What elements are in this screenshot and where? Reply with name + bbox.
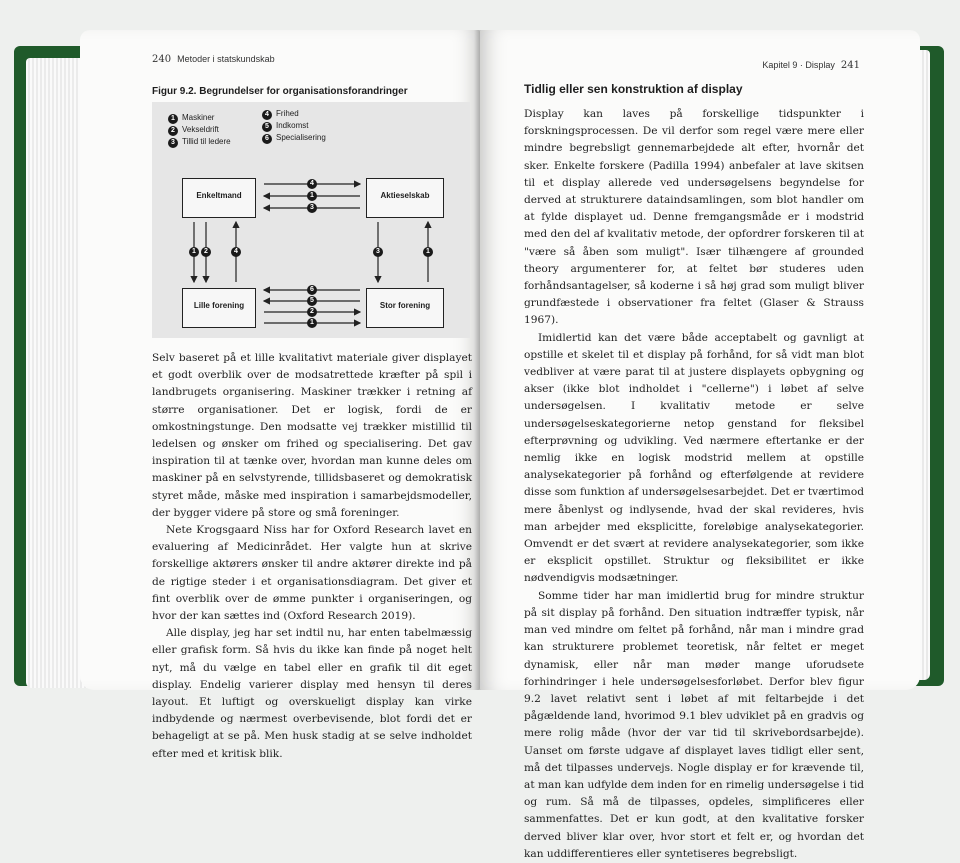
section-title: Tidlig eller sen konstruktion af display [524,82,743,96]
box-label: Lille forening [193,301,245,310]
left-body-text [152,350,472,763]
paragraph: Alle display, jeg har set indtil nu, har enten tabelmæssig eller grafisk form. Så hvis du ikke kan finde på noget helt nyt, må du vælge en tabel eller en grafik til dit eget display. Endelig varierer display med hensyn til deres layout. Et luftigt og overskueligt display kan virke indbydende og nærmest overbevisende, blot fordi det er behageligt at se på. Men husk stadig at se selve indholdet efter med et kritisk blik. [152,627,472,760]
arrow-number: 4 [231,247,241,257]
figure-diagram [152,102,470,338]
right-page-number: 241 [840,60,860,71]
arrow-number: 1 [307,191,317,201]
legend-number: 2 [168,126,178,136]
left-running-head [152,54,275,65]
legend-label: Frihed [276,109,299,118]
legend-label: Vekseldrift [182,125,219,134]
right-running-head-text: Kapitel 9 · Display [762,60,835,70]
legend-number: 5 [262,122,272,132]
legend-label: Specialisering [276,133,326,142]
arrow-number: 3 [373,247,383,257]
paragraph: Imidlertid kan det være både acceptabelt og gavnligt at opstille et skelet til et display på forhånd, for så vidt man blot vedbliver at være parat til at justere displayets opbygning og akser (ikke blot indholdet i "cellerne") i løbet af selve undersøgelsen. I kvalitativ metode er selve undersøgelseskategorierne netop genstand for fleksibel efterprøvning og udvikling. Ved nærmere eftertanke er der nemlig ikke en logisk modstrid mellem at opstille analysekategorier på forhånd og efterfølgende at revidere disse som funktion af undersøgelsesarbejdet. Det er tværtimod mere åbenlyst og indlysende, hvad der skal revideres, hvis man arbejder med eksplicitte, foreløbige analysekategorier. Omvendt er det svært at revidere analysekategorier, som ikke er eksplicit opstillet. Struktur og fleksibilitet er ikke nødvendigvis modsætninger. [524,331,864,585]
arrow-number: 3 [307,203,317,213]
legend-number: 4 [262,110,272,120]
box-label: Stor forening [379,301,431,310]
paragraph: Display kan laves på forskellige tidspunkter i forskningsprocessen. De vil derfor som regel være mere eller mindre begrebsligt gennemarbejdede alt efter, hvornår det sker. Enkelte forskere (Padilla 1994) anbefaler at lave skitsen til et display allerede ved undersøgelsens begyndelse for derved at strukturere dataindsamlingen, som blot handler om at fylde displayet ud. Denne fremgangsmåde er i modstrid med den del af kvalitativ metode, der opfordrer forskeren til at "være så åben som muligt". Især tilhængere af grounded theory argumenterer for, at feltet bør studeres uden forhåndsantagelser, så koderne i så høj grad som muligt bliver grundfæstede i observationer fra feltet (Glaser & Strauss 1967). [524,108,864,327]
paragraph: Nete Krogsgaard Niss har for Oxford Research lavet en evaluering af Medicinrådet. Her valgte hun at skrive forskellige aktørers ønsker til andre aktører direkte ind på de rigtige steder i et organisationsdiagram. Det giver et fint overblik over de ømme punkter i organiseringen, og hvor der kan sættes ind (Oxford Research 2019). [152,524,472,623]
left-running-head-text: Metoder i statskundskab [177,54,275,64]
box-label: Aktieselskab [380,191,430,200]
right-running-head [762,60,860,71]
arrow-number: 4 [307,179,317,189]
figure-title: Figur 9.2. Begrundelser for organisationsforandringer [152,86,408,97]
right-page [480,30,920,860]
paragraph: Selv baseret på et lille kvalitativt materiale giver displayet et godt overblik over de modsatrettede kræfter på spil i landbrugets organisering. Maskiner trækker i retning af større organisationer. Det er logisk, fordi de er omkostningstunge. Den modsatte vej trækker mistillid til ledelsen og ønsker om frihed og specialisering. Det gav inspiration til at tænke over, hvordan man kunne deles om maskiner på en selvstyrende, tillidsbaseret og demokratisk styret måde, måske med inspiration i samarbejdsmodeller, der bygger videre på store og små foreninger. [152,352,472,519]
legend-label: Maskiner [182,113,215,122]
legend-number: 6 [262,134,272,144]
box-label: Enkeltmand [196,191,242,200]
arrow-number: 2 [307,307,317,317]
arrow-number: 5 [307,296,317,306]
left-page [80,30,480,760]
right-body-text [524,106,864,863]
arrow-number: 6 [307,285,317,295]
legend-number: 1 [168,114,178,124]
arrow-number: 1 [189,247,199,257]
arrow-number: 1 [307,318,317,328]
arrow-number: 1 [423,247,433,257]
legend-label: Indkomst [276,121,309,130]
legend-label: Tillid til ledere [182,137,231,146]
arrow-number: 2 [201,247,211,257]
left-page-number: 240 [152,54,172,65]
legend-number: 3 [168,138,178,148]
paragraph: Somme tider har man imidlertid brug for mindre struktur på sit display på forhånd. Den situation indtræffer typisk, når man ved mindre om feltet på forhånd, når man i mindre grad kan strukturere problemet teoretisk, når feltet er meget dynamisk, eller når man møder mange uforudsete forhindringer i hele undersøgelsesforløbet. Derfor blev figur 9.2 lavet relativt sent i løbet af mit feltarbejde i det pågældende land, hvorimod 9.1 blev udviklet på en gradvis og mere rolig måde (hvor der var tid til skrivebordsarbejde). Uanset om første udgave af displayet laves tidligt eller sent, må det tilpasses undervejs. Nogle display er for krævende til, at man kan udfylde dem inden for en rimelig undersøgelse i tid og rum. Så må de tilpasses, opdeles, simplificeres eller sammenfattes. Det er kun godt, at den kvalitative forsker derved bliver klar over, hvor stort et felt er, og hvordan det kan uddifferentieres eller syntetiseres begrebsligt. [524,589,864,860]
